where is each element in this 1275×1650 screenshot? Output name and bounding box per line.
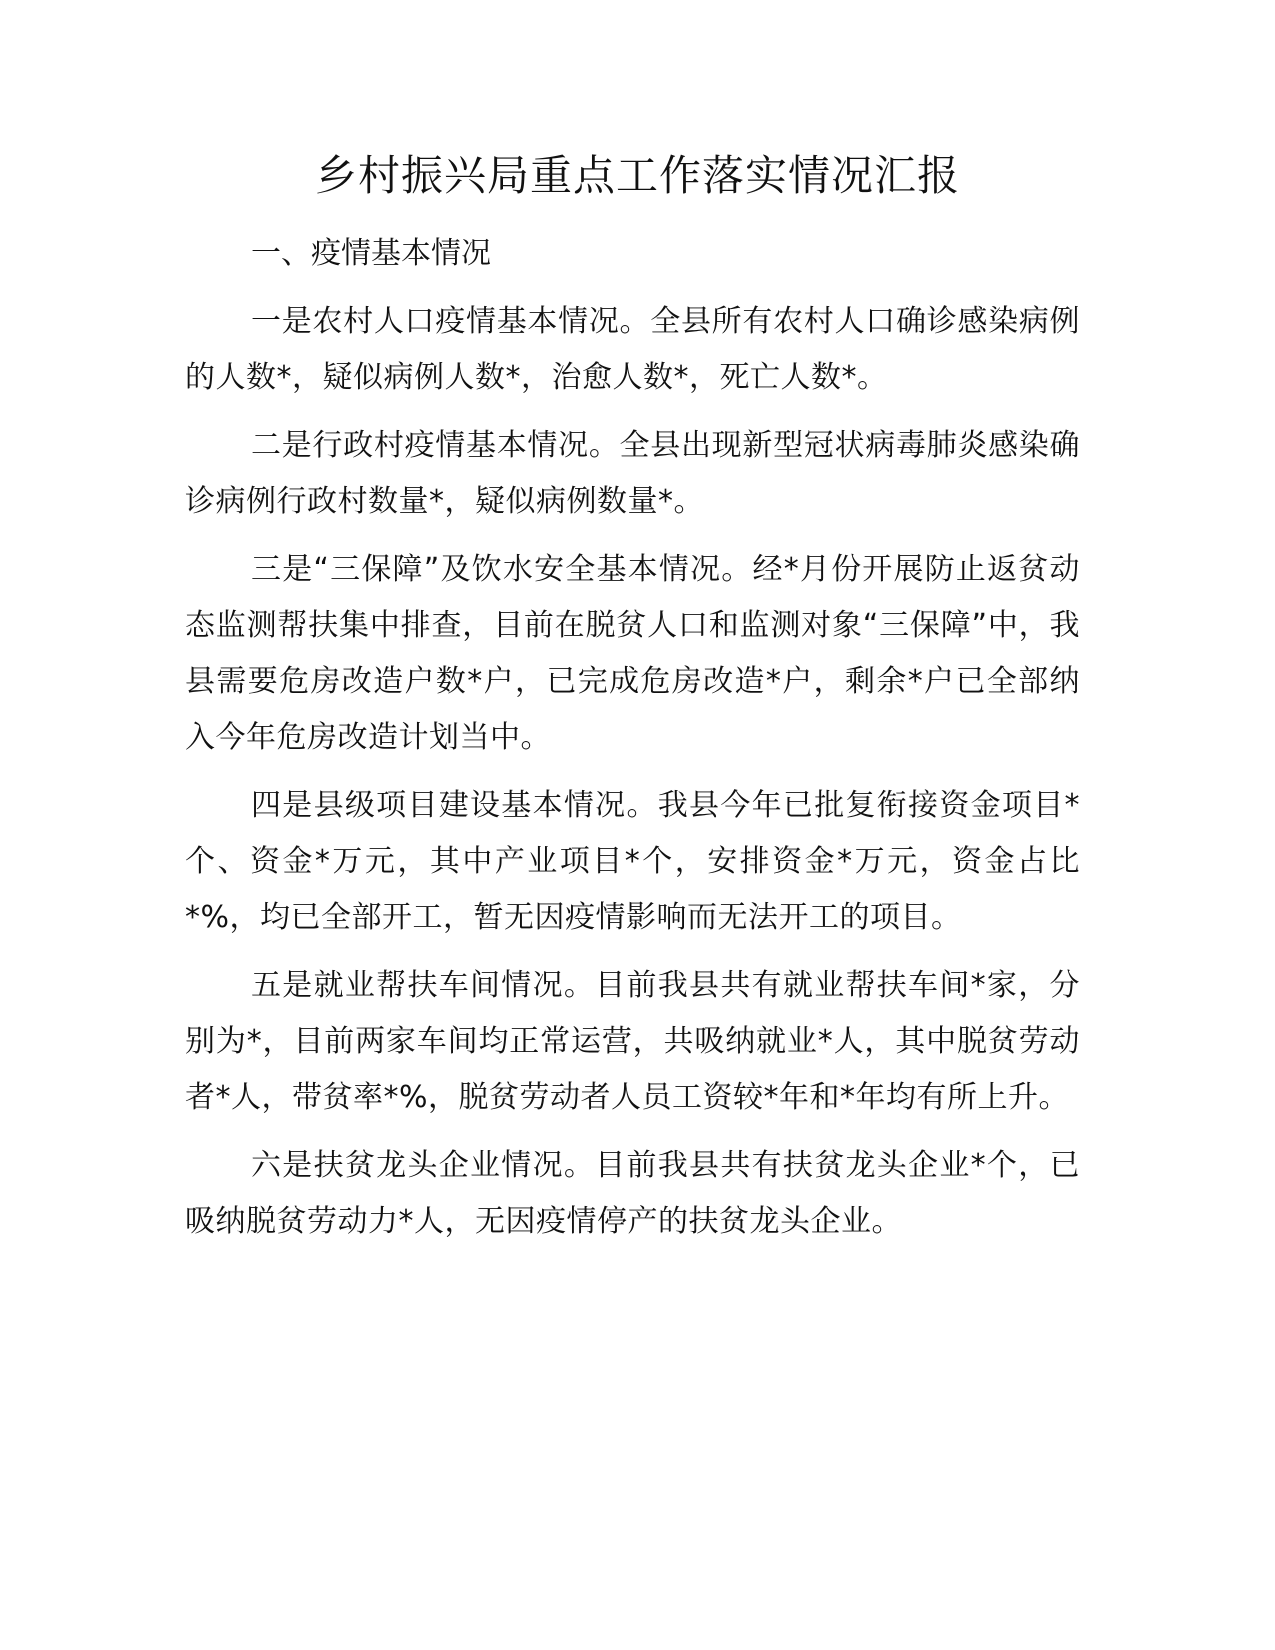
paragraph-administrative-villages: 二是行政村疫情基本情况。全县出现新型冠状病毒肺炎感染确诊病例行政村数量*，疑似病例数量*。 — [185, 428, 1080, 519]
paragraph-employment-workshops: 五是就业帮扶车间情况。目前我县共有就业帮扶车间*家，分别为*，目前两家车间均正常运营，共吸纳就业*人，其中脱贫劳动者*人，带贫率*%，脱贫劳动者人员工资较*年和*年均有所上升。 — [185, 968, 1080, 1115]
document-body — [185, 232, 1080, 1262]
paragraph-leading-enterprises: 六是扶贫龙头企业情况。目前我县共有扶贫龙头企业*个，已吸纳脱贫劳动力*人，无因疫情停产的扶贫龙头企业。 — [185, 1148, 1080, 1239]
paragraph-rural-population: 一是农村人口疫情基本情况。全县所有农村人口确诊感染病例的人数*，疑似病例人数*，治愈人数*，死亡人数*。 — [185, 304, 1080, 395]
document-title: 乡村振兴局重点工作落实情况汇报 — [314, 151, 960, 200]
paragraph-county-projects: 四是县级项目建设基本情况。我县今年已批复衔接资金项目*个、资金*万元，其中产业项目*个，安排资金*万元，资金占比*%，均已全部开工，暂无因疫情影响而无法开工的项目。 — [185, 788, 1080, 935]
paragraph-three-guarantees: 三是“三保障”及饮水安全基本情况。经*月份开展防止返贫动态监测帮扶集中排查，目前在脱贫人口和监测对象“三保障”中，我县需要危房改造户数*户，已完成危房改造*户，剩余*户已全部纳入今年危房改造计划当中。 — [185, 552, 1080, 755]
section-heading: 一、疫情基本情况 — [251, 236, 491, 271]
